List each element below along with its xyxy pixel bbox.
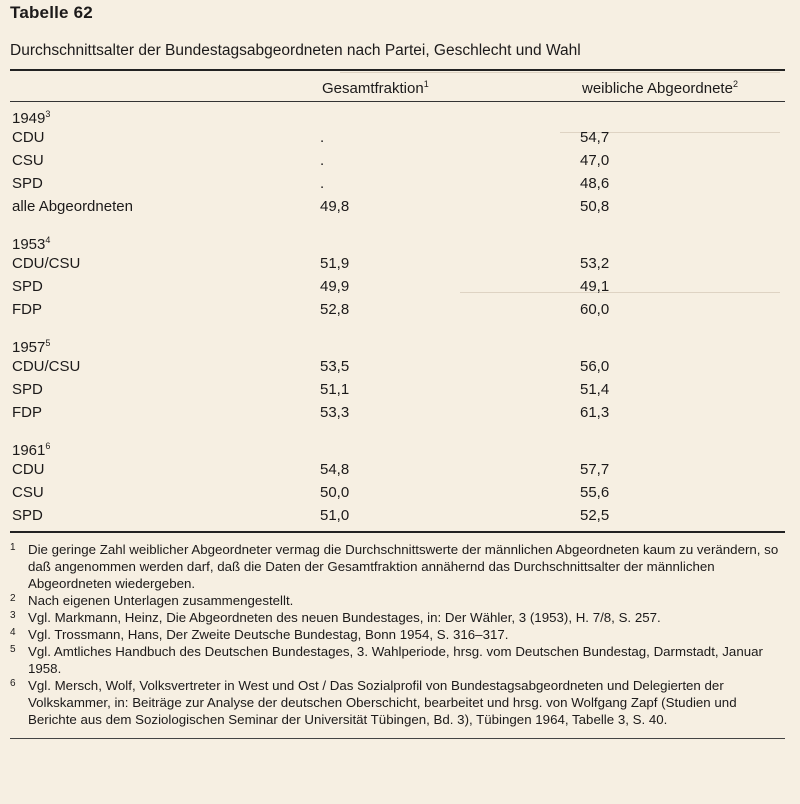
table-row: [10, 355, 785, 378]
election-section-1949: [10, 102, 785, 218]
table-row: [10, 126, 785, 149]
total-age-value: 50,0: [320, 484, 350, 501]
page-end-rule: [10, 738, 785, 739]
table-caption: Durchschnittsalter der Bundestagsabgeordneten nach Partei, Geschlecht und Wahl: [10, 42, 581, 59]
party-label: SPD: [12, 381, 43, 398]
female-age-value: 49,1: [580, 278, 610, 295]
party-label: SPD: [12, 278, 43, 295]
table-number: Tabelle 62: [10, 3, 93, 22]
table-row: [10, 195, 785, 218]
female-age-value: 51,4: [580, 381, 610, 398]
election-section-1953: [10, 218, 785, 321]
total-age-value: .: [320, 129, 325, 146]
party-label: CSU: [12, 484, 44, 501]
table-row: [10, 504, 785, 527]
table-row: [10, 458, 785, 481]
total-age-value: 49,9: [320, 278, 350, 295]
female-age-value: 53,2: [580, 255, 610, 272]
table-body: [10, 102, 785, 527]
total-age-value: 51,0: [320, 507, 350, 524]
total-age-value: .: [320, 175, 325, 192]
female-age-value: 55,6: [580, 484, 610, 501]
total-age-value: .: [320, 152, 325, 169]
total-age-value: 52,8: [320, 301, 350, 318]
table-header: [10, 71, 785, 101]
total-age-value: 53,5: [320, 358, 350, 375]
female-age-value: 50,8: [580, 198, 610, 215]
table-row: [10, 378, 785, 401]
footnote: 5 Vgl. Amtliches Handbuch des Deutschen Bundestages, 3. Wahlperiode, hrsg. vom Deutschen Bundestag, Darmstadt, Januar 1958.: [10, 644, 763, 676]
document-page: [10, 2, 785, 739]
total-age-value: 51,1: [320, 381, 350, 398]
footnote: 6 Vgl. Mersch, Wolf, Volksvertreter in West und Ost / Das Sozialprofil von Bundestagsabgeordneten und Delegierten der Volkskammer, in: Beiträge zur Analyse der deutschen Oberschicht, bearbeitet und hrsg. von Wolfgang Zapf (Studien und Berichte aus dem Soziologischen Seminar der Universität Tübingen, Bd. 3), Tübingen 1964, Tabelle 3, S. 40.: [10, 678, 737, 727]
table-row: [10, 252, 785, 275]
party-label: SPD: [12, 507, 43, 524]
party-label: CDU/CSU: [12, 358, 81, 375]
election-year: 1949$^3$: [12, 109, 51, 127]
column-header-female: weibliche Abgeordnete$^2$: [582, 79, 738, 97]
footnote: 2 Nach eigenen Unterlagen zusammengestellt.: [10, 593, 294, 608]
table-row: [10, 298, 785, 321]
table-row: [10, 481, 785, 504]
female-age-value: 56,0: [580, 358, 610, 375]
election-year: 1953$^4$: [12, 235, 51, 253]
party-label: CSU: [12, 152, 44, 169]
footnotes: [10, 541, 785, 728]
total-age-value: 49,8: [320, 198, 350, 215]
party-label: CDU: [12, 129, 45, 146]
party-label: SPD: [12, 175, 43, 192]
total-age-value: 53,3: [320, 404, 350, 421]
table-row: [10, 172, 785, 195]
party-label: alle Abgeordneten: [12, 198, 133, 215]
female-age-value: 48,6: [580, 175, 610, 192]
total-age-value: 51,9: [320, 255, 350, 272]
table-row: [10, 149, 785, 172]
female-age-value: 61,3: [580, 404, 610, 421]
party-label: FDP: [12, 301, 42, 318]
female-age-value: 54,7: [580, 129, 610, 146]
party-label: CDU/CSU: [12, 255, 81, 272]
footnote: 3 Vgl. Markmann, Heinz, Die Abgeordneten des neuen Bundestages, in: Der Wähler, 3 (1953), H. 7/8, S. 257.: [10, 610, 661, 625]
female-age-value: 47,0: [580, 152, 610, 169]
footnote: 4 Vgl. Trossmann, Hans, Der Zweite Deutsche Bundestag, Bonn 1954, S. 316–317.: [10, 627, 509, 642]
election-section-1957: [10, 321, 785, 424]
column-header-total: Gesamtfraktion$^1$: [322, 79, 429, 97]
footnote: 1 Die geringe Zahl weiblicher Abgeordneter vermag die Durchschnittswerte der männlichen Abgeordneten kaum zu verändern, so daß angenommen werden darf, daß die Daten der Gesamtfraktion annähernd das Durchschnittsalter der männlichen Abgeordneten wiedergeben.: [10, 542, 779, 591]
party-label: FDP: [12, 404, 42, 421]
table-bottom-rule: [10, 531, 785, 533]
election-section-1961: [10, 424, 785, 527]
female-age-value: 57,7: [580, 461, 610, 478]
female-age-value: 52,5: [580, 507, 610, 524]
table-row: [10, 401, 785, 424]
election-year: 1961$^6$: [12, 441, 51, 459]
table-row: [10, 275, 785, 298]
election-year: 1957$^5$: [12, 338, 51, 356]
female-age-value: 60,0: [580, 301, 610, 318]
party-label: CDU: [12, 461, 45, 478]
total-age-value: 54,8: [320, 461, 350, 478]
